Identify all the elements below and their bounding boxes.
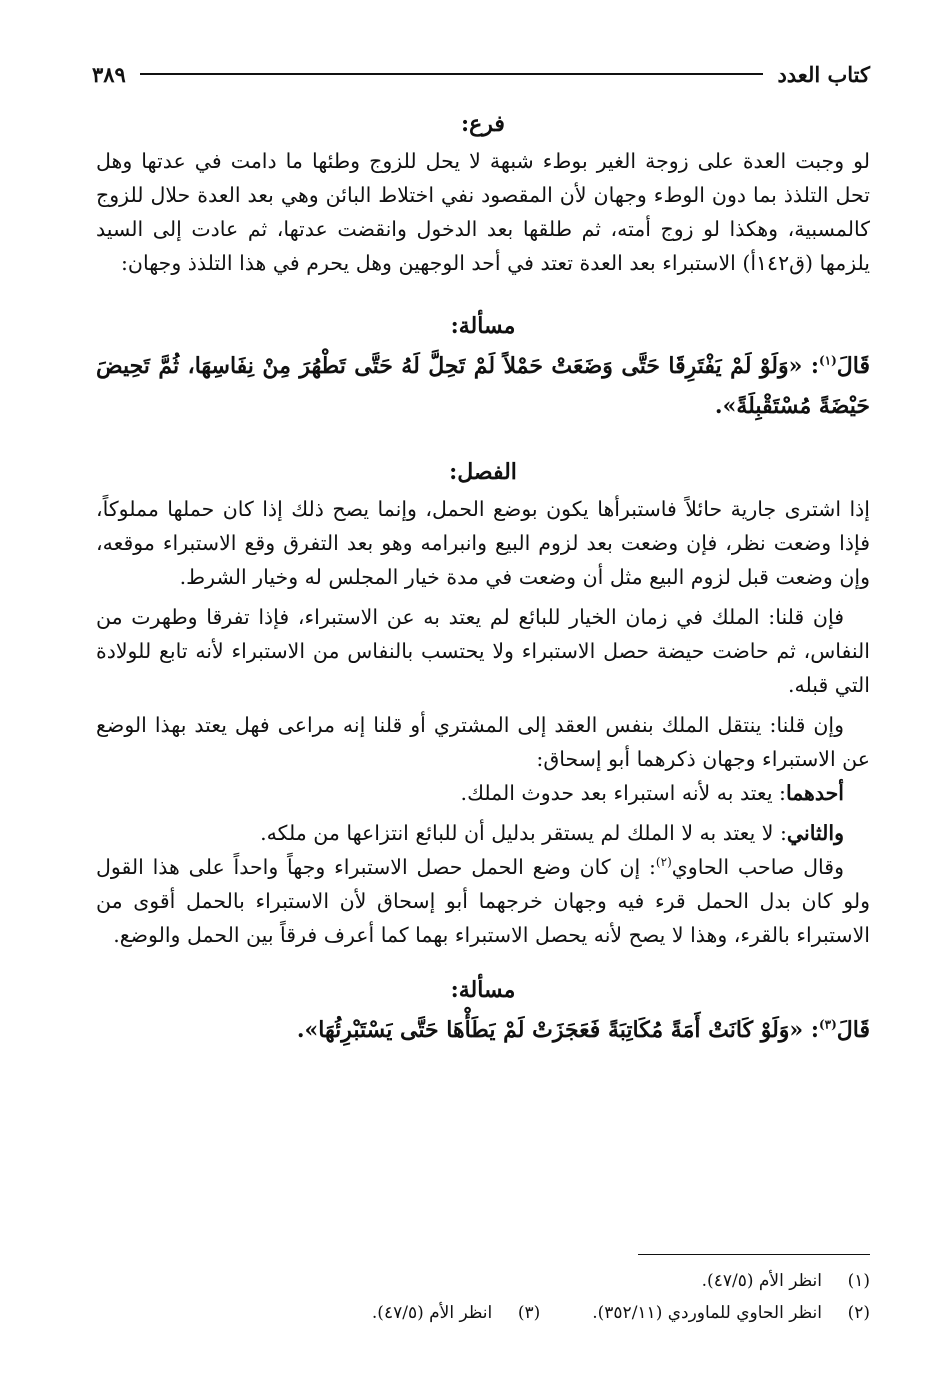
running-title: كتاب العدد — [777, 61, 870, 87]
page-number: ٣٨٩ — [92, 61, 126, 87]
quote-body-2: : «وَلَوْ كَانَتْ أَمَةً مُكَاتِبَةً فَعَجَزَتْ لَمْ يَطَأْهَا حَتَّى يَسْتَبْرِئُهَا». — [296, 1017, 819, 1043]
section-heading-masala-1: مسألة: — [450, 313, 516, 339]
qal-word: قَالَ — [836, 353, 870, 379]
footnote-rule — [638, 1254, 870, 1255]
quoted-text-2 — [96, 1010, 870, 1050]
quote-body-1: : «وَلَوْ لَمْ يَفْتَرِقَا حَتَّى وَضَعَتْ حَمْلاً لَمْ تَحِلَّ لَهُ حَتَّى تَطْهُرَ مِنْ نِفَاسِهَا، ثُمَّ تَحِيضَ حَيْضَةً مُسْتَقْبِلَةً». — [96, 353, 870, 419]
paragraph-fasl-3: وإن قلنا: ينتقل الملك بنفس العقد إلى المشتري أو قلنا إنه مراعى فهل يعتد بهذا الوضع عن الاستبراء وجهان ذكرهما أبو إسحاق: — [96, 713, 870, 771]
footnote-number: (٢) — [847, 1303, 870, 1323]
section-heading-fara: فرع: — [461, 111, 505, 137]
text-first: : يعتد به لأنه استبراء بعد حدوث الملك. — [460, 781, 786, 805]
footnote-number: (١) — [847, 1271, 870, 1291]
quoted-text-1 — [96, 346, 870, 426]
paragraph-fasl-2: فإن قلنا: الملك في زمان الخيار للبائع لم يعتد به عن الاستبراء، فإذا تفرقا وطهرت من النفاس، ثم حاضت حيضة حصل الاستبراء ولا يحتسب بالنفاس من الاستبراء لأنه تابع للولادة التي قبله. — [96, 605, 870, 697]
footnote-ref-1: (١) — [818, 353, 837, 368]
spacer — [96, 952, 870, 970]
footnotes — [96, 1254, 870, 1329]
label-first: أحدهما — [785, 781, 844, 805]
text-second: : لا يعتد به لا الملك لم يستقر بدليل أن للبائع انتزاعها من ملكه. — [260, 821, 787, 845]
paragraph-fara: لو وجبت العدة على زوجة الغير بوطء شبهة لا يحل للزوج وطئها ما دامت في عدتها وهل تحل التلذذ بما دون الوطء وجهان لأن المقصود نفي اختلاط البائن وهي بعد العدة حلال للزوج كالمسبية، وهكذا لو زوج أمته، ثم طلقها بعد الدخول وانقضت عدتها، ثم عادت إلى السيد يلزمها (ق١٤٢أ) الاستبراء بعد العدة تعتد في أحد الوجهين وهل يحرم في هذا التلذذ وجهان: — [96, 149, 870, 275]
paragraph-fasl-6 — [96, 850, 870, 952]
footnote-text: انظر الأم (٤٧/٥). — [371, 1303, 493, 1323]
paragraph-fasl-1: إذا اشترى جارية حائلاً فاستبرأها يكون بوضع الحمل، وإنما يصح ذلك إذا كان حملها مملوكاً، فإذا وضعت نظر، فإن وضعت بعد لزوم البيع وانبرامه وهو بعد التفرق وقع الاستبراء موقعه، وإن وضعت قبل لزوم البيع مثل أن وضعت في مدة خيار المجلس له وخيار الشرط. — [96, 497, 870, 589]
text-hawi-rest: : إن كان وضع الحمل حصل الاستبراء وجهاً واحداً على هذا القول ولو كان بدل الحمل قرء فيه وجهان خرجهما أبو إسحاق لأن الاستبراء بالحمل أقوى من الاستبراء بالقرء، وهذا لا يصح لأنه يحصل الاستبراء بهما كما أعرف فرقاً بين الحمل والوضع. — [96, 855, 870, 947]
spacer — [96, 280, 870, 306]
paragraph-fasl-5 — [96, 816, 870, 850]
header-rule — [140, 73, 764, 75]
footnote-2-3 — [96, 1297, 870, 1329]
section-heading-fasl: الفصل: — [449, 459, 517, 485]
page-body — [96, 104, 870, 1050]
footnote-1 — [96, 1265, 870, 1297]
footnote-text: انظر الأم (٤٧/٥). — [701, 1271, 822, 1291]
page-header — [92, 54, 870, 94]
section-heading-masala-2: مسألة: — [450, 977, 516, 1003]
footnote-number: (٣) — [517, 1303, 541, 1323]
paragraph-fasl-4 — [96, 776, 870, 810]
qal-word: قَالَ — [836, 1017, 870, 1043]
footnote-ref-2: (٢) — [655, 855, 672, 870]
footnote-text: انظر الحاوي للماوردي (٣٥٢/١١). — [592, 1303, 822, 1323]
footnote-ref-3: (٣) — [818, 1017, 837, 1032]
label-second: والثاني — [786, 821, 844, 845]
text-hawi-start: وقال صاحب الحاوي — [671, 855, 844, 879]
spacer — [96, 426, 870, 452]
